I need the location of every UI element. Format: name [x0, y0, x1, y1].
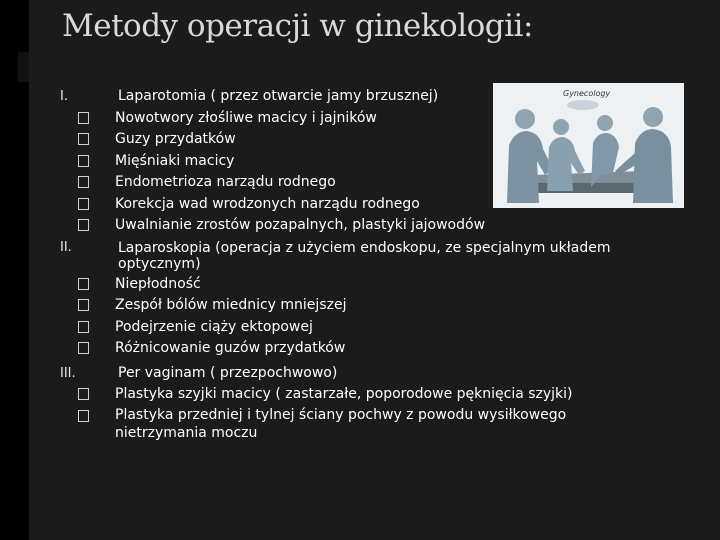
- bullet-box-icon: [78, 321, 89, 333]
- bullet-box-icon: [78, 112, 89, 124]
- bullet-box-icon: [78, 388, 89, 400]
- slide-title: Metody operacji w ginekologii:: [62, 8, 533, 44]
- section-item: [60, 237, 660, 274]
- bullet-box-icon: [78, 410, 89, 422]
- sub-bullet-text: Korekcja wad wrodzonych narządu rodnego: [115, 195, 420, 212]
- sub-bullet-text: Nowotwory złośliwe macicy i jajników: [115, 109, 377, 126]
- bullet-box-icon: [78, 176, 89, 188]
- sub-bullet-text: Podejrzenie ciąży ektopowej: [115, 318, 313, 335]
- sub-bullet-text: Plastyka przedniej i tylnej ściany pochwy z powodu wysiłkowego nietrzymania moczu: [115, 406, 567, 441]
- sub-bullet-text: Plastyka szyjki macicy ( zastarzałe, poporodowe pęknięcia szyjki): [115, 386, 573, 402]
- sub-bullet: [60, 215, 660, 237]
- sub-bullet-text: Zespół bólów miednicy mniejszej: [115, 297, 347, 313]
- photo-caption: Gynecology: [563, 89, 611, 98]
- bullet-box-icon: [78, 299, 89, 311]
- section-text: Per vaginam ( przezpochwowo): [118, 364, 338, 381]
- sub-bullet-text: Uwalnianie zrostów pozapalnych, plastyki jajowodów: [115, 217, 486, 233]
- bullet-box-icon: [78, 198, 89, 210]
- sub-bullet-text: Niepłodność: [115, 275, 201, 292]
- section-numeral: III.: [60, 365, 76, 381]
- sub-bullet-text: Mięśniaki macicy: [115, 152, 235, 169]
- sub-bullet: [60, 384, 660, 406]
- section-numeral: I.: [60, 89, 68, 104]
- sub-bullet: [60, 274, 660, 296]
- bullet-box-icon: [78, 133, 89, 145]
- section-item: [60, 363, 660, 385]
- bullet-box-icon: [78, 219, 89, 231]
- sub-bullet-text: Guzy przydatków: [115, 131, 236, 147]
- bullet-box-icon: [78, 342, 89, 354]
- section-numeral: II.: [60, 239, 72, 255]
- sub-bullet: [60, 317, 660, 339]
- sub-bullet-text: Endometrioza narządu rodnego: [115, 174, 336, 190]
- sub-bullet: [60, 295, 660, 317]
- bullet-box-icon: [78, 155, 89, 167]
- sub-bullet: [60, 406, 660, 442]
- accent-bar: [18, 52, 29, 82]
- surgery-illustration-icon: [493, 83, 684, 208]
- bullet-box-icon: [78, 278, 89, 290]
- sub-bullet-text: Różnicowanie guzów przydatków: [115, 340, 346, 356]
- section-text: Laparoskopia (operacja z użyciem endoskopu, ze specjalnym układem optycznym): [118, 239, 611, 272]
- section-text: Laparotomia ( przez otwarcie jamy brzusznej): [118, 88, 439, 104]
- sub-bullet: [60, 338, 660, 360]
- surgery-photo: [493, 83, 684, 208]
